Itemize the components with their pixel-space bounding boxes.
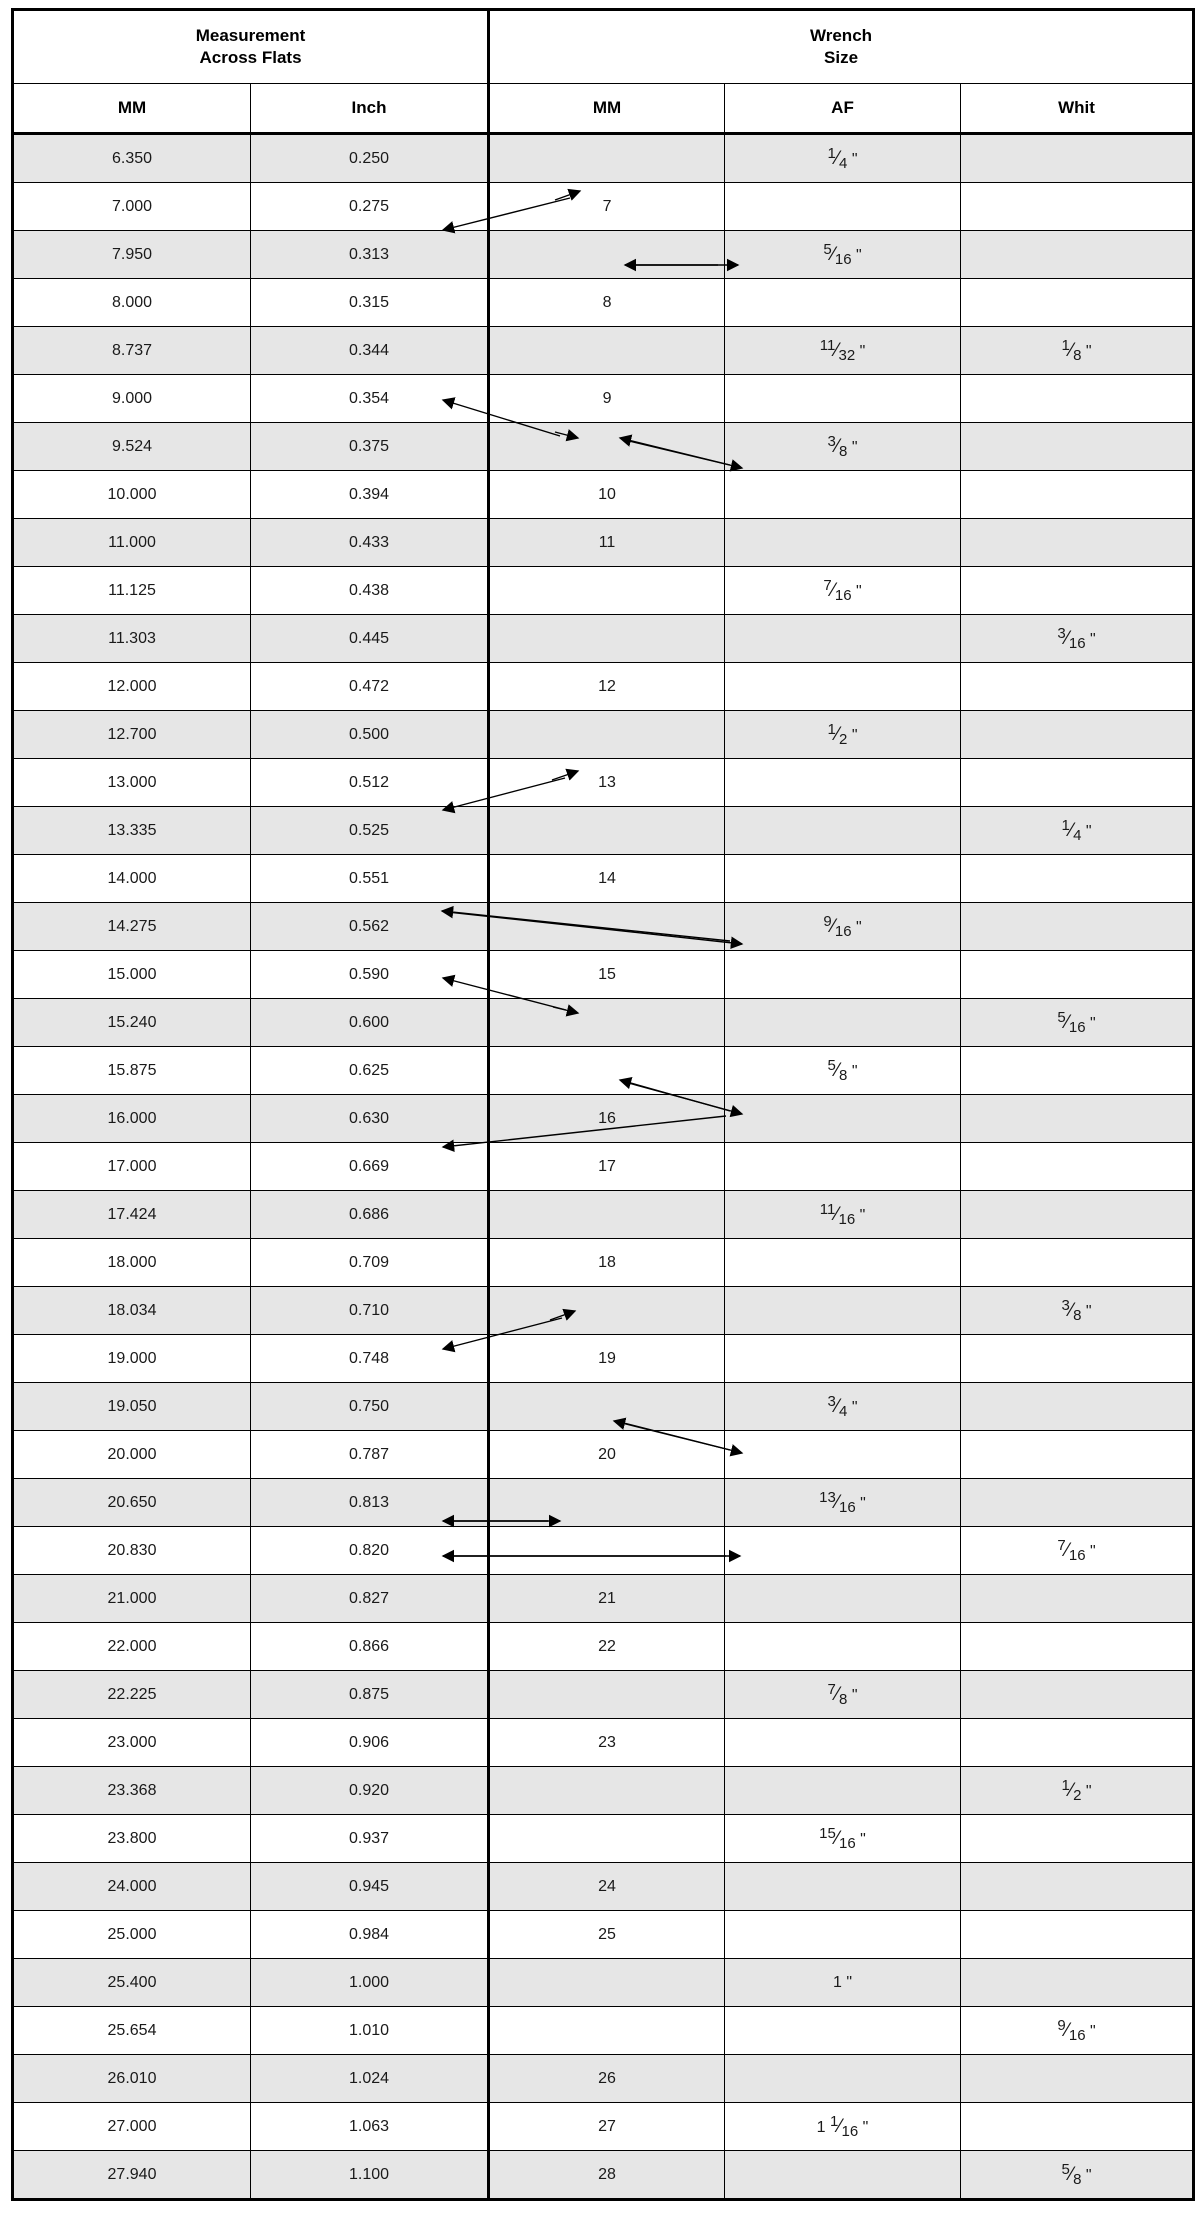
cell-wrench-whit <box>961 2055 1194 2103</box>
table-row <box>13 1623 1194 1671</box>
cell-wrench-mm <box>489 423 725 471</box>
cell-inch-across-flats: 0.906 <box>251 1719 489 1767</box>
cell-wrench-af <box>725 1863 961 1911</box>
cell-inch-across-flats: 0.866 <box>251 1623 489 1671</box>
cell-wrench-whit <box>961 1095 1194 1143</box>
cell-inch-across-flats: 0.354 <box>251 375 489 423</box>
cell-inch-across-flats: 1.063 <box>251 2103 489 2151</box>
cell-wrench-mm <box>489 1815 725 1863</box>
cell-wrench-whit <box>961 1191 1194 1239</box>
table-row <box>13 1239 1194 1287</box>
cell-wrench-mm: 19 <box>489 1335 725 1383</box>
table-row <box>13 1191 1194 1239</box>
cell-wrench-mm: 9 <box>489 375 725 423</box>
cell-wrench-mm <box>489 903 725 951</box>
cell-wrench-af <box>725 663 961 711</box>
cell-mm-across-flats: 25.400 <box>13 1959 251 2007</box>
column-header-whit: Whit <box>961 84 1194 134</box>
table-row <box>13 1959 1194 2007</box>
cell-mm-across-flats: 22.000 <box>13 1623 251 1671</box>
cell-mm-across-flats: 22.225 <box>13 1671 251 1719</box>
cell-inch-across-flats: 0.813 <box>251 1479 489 1527</box>
cell-wrench-mm: 10 <box>489 471 725 519</box>
cell-wrench-whit <box>961 1959 1194 2007</box>
cell-wrench-mm: 22 <box>489 1623 725 1671</box>
cell-wrench-whit <box>961 471 1194 519</box>
cell-wrench-mm <box>489 1959 725 2007</box>
cell-inch-across-flats: 1.024 <box>251 2055 489 2103</box>
column-header-mm-wrench: MM <box>489 84 725 134</box>
cell-wrench-whit: 1⁄4 " <box>961 807 1194 855</box>
cell-inch-across-flats: 0.820 <box>251 1527 489 1575</box>
cell-wrench-af <box>725 279 961 327</box>
table-row <box>13 231 1194 279</box>
cell-wrench-whit <box>961 2103 1194 2151</box>
cell-mm-across-flats: 17.424 <box>13 1191 251 1239</box>
cell-inch-across-flats: 0.375 <box>251 423 489 471</box>
table-row <box>13 471 1194 519</box>
cell-wrench-af <box>725 1623 961 1671</box>
cell-wrench-whit <box>961 231 1194 279</box>
cell-mm-across-flats: 15.875 <box>13 1047 251 1095</box>
cell-wrench-af: 13⁄16 " <box>725 1479 961 1527</box>
cell-wrench-af <box>725 1767 961 1815</box>
cell-wrench-af: 7⁄8 " <box>725 1671 961 1719</box>
table-row <box>13 2007 1194 2055</box>
cell-mm-across-flats: 12.000 <box>13 663 251 711</box>
cell-mm-across-flats: 11.303 <box>13 615 251 663</box>
cell-inch-across-flats: 0.445 <box>251 615 489 663</box>
table-row <box>13 855 1194 903</box>
table-row <box>13 663 1194 711</box>
cell-wrench-af <box>725 471 961 519</box>
cell-inch-across-flats: 0.394 <box>251 471 489 519</box>
cell-wrench-whit <box>961 903 1194 951</box>
cell-inch-across-flats: 0.937 <box>251 1815 489 1863</box>
table-row <box>13 1143 1194 1191</box>
cell-inch-across-flats: 0.686 <box>251 1191 489 1239</box>
table-group-header-row <box>13 10 1194 84</box>
cell-inch-across-flats: 0.875 <box>251 1671 489 1719</box>
cell-mm-across-flats: 14.275 <box>13 903 251 951</box>
cell-inch-across-flats: 0.984 <box>251 1911 489 1959</box>
cell-wrench-af <box>725 855 961 903</box>
cell-inch-across-flats: 1.010 <box>251 2007 489 2055</box>
table-row <box>13 999 1194 1047</box>
cell-wrench-mm: 11 <box>489 519 725 567</box>
column-header-af: AF <box>725 84 961 134</box>
table-row <box>13 327 1194 375</box>
table-row <box>13 951 1194 999</box>
cell-mm-across-flats: 11.000 <box>13 519 251 567</box>
cell-inch-across-flats: 0.827 <box>251 1575 489 1623</box>
table-row <box>13 807 1194 855</box>
cell-wrench-whit <box>961 855 1194 903</box>
cell-wrench-mm <box>489 1527 725 1575</box>
table-row <box>13 1575 1194 1623</box>
cell-mm-across-flats: 9.524 <box>13 423 251 471</box>
cell-wrench-af <box>725 2007 961 2055</box>
cell-wrench-af <box>725 519 961 567</box>
cell-inch-across-flats: 0.438 <box>251 567 489 615</box>
cell-wrench-whit: 7⁄16 " <box>961 1527 1194 1575</box>
cell-wrench-mm <box>489 1479 725 1527</box>
cell-mm-across-flats: 19.000 <box>13 1335 251 1383</box>
cell-inch-across-flats: 0.748 <box>251 1335 489 1383</box>
cell-mm-across-flats: 21.000 <box>13 1575 251 1623</box>
cell-mm-across-flats: 19.050 <box>13 1383 251 1431</box>
cell-inch-across-flats: 0.344 <box>251 327 489 375</box>
cell-wrench-af <box>725 1335 961 1383</box>
cell-wrench-whit <box>961 1911 1194 1959</box>
table-row <box>13 1767 1194 1815</box>
cell-wrench-af <box>725 1911 961 1959</box>
cell-wrench-whit <box>961 567 1194 615</box>
cell-inch-across-flats: 0.315 <box>251 279 489 327</box>
cell-mm-across-flats: 17.000 <box>13 1143 251 1191</box>
cell-wrench-mm <box>489 711 725 759</box>
cell-wrench-af: 9⁄16 " <box>725 903 961 951</box>
table-row <box>13 1095 1194 1143</box>
table-row <box>13 1815 1194 1863</box>
cell-wrench-mm <box>489 1671 725 1719</box>
cell-wrench-af <box>725 615 961 663</box>
cell-wrench-whit: 9⁄16 " <box>961 2007 1194 2055</box>
cell-wrench-mm <box>489 567 725 615</box>
cell-wrench-af <box>725 2055 961 2103</box>
cell-mm-across-flats: 16.000 <box>13 1095 251 1143</box>
cell-wrench-af <box>725 1719 961 1767</box>
cell-wrench-af <box>725 999 961 1047</box>
cell-wrench-af: 15⁄16 " <box>725 1815 961 1863</box>
cell-wrench-af: 1⁄2 " <box>725 711 961 759</box>
cell-wrench-mm: 17 <box>489 1143 725 1191</box>
table-column-header-row <box>13 84 1194 134</box>
cell-wrench-mm: 24 <box>489 1863 725 1911</box>
table-row <box>13 711 1194 759</box>
cell-mm-across-flats: 27.000 <box>13 2103 251 2151</box>
table-row <box>13 615 1194 663</box>
cell-wrench-mm: 15 <box>489 951 725 999</box>
cell-wrench-af <box>725 1431 961 1479</box>
cell-mm-across-flats: 23.800 <box>13 1815 251 1863</box>
cell-inch-across-flats: 0.709 <box>251 1239 489 1287</box>
cell-wrench-whit <box>961 1431 1194 1479</box>
cell-wrench-whit: 3⁄16 " <box>961 615 1194 663</box>
cell-wrench-af <box>725 375 961 423</box>
cell-inch-across-flats: 0.600 <box>251 999 489 1047</box>
table-row <box>13 134 1194 183</box>
cell-wrench-af: 3⁄4 " <box>725 1383 961 1431</box>
cell-mm-across-flats: 27.940 <box>13 2151 251 2200</box>
cell-wrench-whit <box>961 134 1194 183</box>
cell-inch-across-flats: 0.472 <box>251 663 489 711</box>
cell-inch-across-flats: 0.625 <box>251 1047 489 1095</box>
cell-wrench-af: 1 " <box>725 1959 961 2007</box>
cell-wrench-whit: 5⁄8 " <box>961 2151 1194 2200</box>
cell-wrench-whit <box>961 663 1194 711</box>
cell-wrench-whit: 5⁄16 " <box>961 999 1194 1047</box>
cell-wrench-af <box>725 1575 961 1623</box>
cell-wrench-mm <box>489 807 725 855</box>
cell-wrench-mm: 26 <box>489 2055 725 2103</box>
cell-wrench-mm: 16 <box>489 1095 725 1143</box>
cell-inch-across-flats: 0.787 <box>251 1431 489 1479</box>
cell-wrench-af <box>725 1095 961 1143</box>
table-row <box>13 2103 1194 2151</box>
cell-wrench-whit <box>961 1335 1194 1383</box>
cell-mm-across-flats: 10.000 <box>13 471 251 519</box>
cell-wrench-whit <box>961 1671 1194 1719</box>
cell-wrench-whit <box>961 1047 1194 1095</box>
cell-mm-across-flats: 15.000 <box>13 951 251 999</box>
cell-inch-across-flats: 0.590 <box>251 951 489 999</box>
column-header-inch-flats: Inch <box>251 84 489 134</box>
cell-wrench-mm: 21 <box>489 1575 725 1623</box>
cell-wrench-af: 5⁄8 " <box>725 1047 961 1095</box>
cell-mm-across-flats: 15.240 <box>13 999 251 1047</box>
cell-wrench-whit <box>961 1863 1194 1911</box>
cell-wrench-mm <box>489 231 725 279</box>
cell-wrench-mm <box>489 134 725 183</box>
cell-wrench-af <box>725 807 961 855</box>
cell-wrench-whit <box>961 759 1194 807</box>
cell-mm-across-flats: 20.830 <box>13 1527 251 1575</box>
cell-wrench-mm: 27 <box>489 2103 725 2151</box>
table-row <box>13 1047 1194 1095</box>
cell-wrench-whit <box>961 1239 1194 1287</box>
cell-wrench-af: 3⁄8 " <box>725 423 961 471</box>
cell-mm-across-flats: 25.654 <box>13 2007 251 2055</box>
cell-wrench-whit <box>961 1719 1194 1767</box>
cell-wrench-whit <box>961 375 1194 423</box>
cell-wrench-whit <box>961 423 1194 471</box>
cell-inch-across-flats: 1.100 <box>251 2151 489 2200</box>
cell-wrench-mm <box>489 1767 725 1815</box>
cell-inch-across-flats: 0.512 <box>251 759 489 807</box>
cell-wrench-mm: 20 <box>489 1431 725 1479</box>
cell-wrench-whit: 1⁄2 " <box>961 1767 1194 1815</box>
cell-mm-across-flats: 7.950 <box>13 231 251 279</box>
table-row <box>13 279 1194 327</box>
cell-inch-across-flats: 0.750 <box>251 1383 489 1431</box>
cell-wrench-af <box>725 759 961 807</box>
cell-mm-across-flats: 8.000 <box>13 279 251 327</box>
cell-mm-across-flats: 6.350 <box>13 134 251 183</box>
conversion-table <box>11 8 1195 2201</box>
cell-mm-across-flats: 12.700 <box>13 711 251 759</box>
cell-inch-across-flats: 0.313 <box>251 231 489 279</box>
group-header-measurement-line1: Measurement <box>195 26 306 45</box>
cell-wrench-af <box>725 1143 961 1191</box>
cell-mm-across-flats: 7.000 <box>13 183 251 231</box>
cell-wrench-whit <box>961 279 1194 327</box>
table-row <box>13 759 1194 807</box>
cell-wrench-mm: 13 <box>489 759 725 807</box>
table-row <box>13 2055 1194 2103</box>
cell-wrench-mm: 14 <box>489 855 725 903</box>
cell-wrench-af <box>725 951 961 999</box>
cell-mm-across-flats: 25.000 <box>13 1911 251 1959</box>
table-row <box>13 567 1194 615</box>
cell-mm-across-flats: 18.034 <box>13 1287 251 1335</box>
cell-wrench-af <box>725 1239 961 1287</box>
cell-wrench-af: 1⁄4 " <box>725 134 961 183</box>
table-row <box>13 1287 1194 1335</box>
cell-wrench-mm <box>489 1287 725 1335</box>
group-header-wrench-line2: Size <box>824 48 859 67</box>
table-row <box>13 1527 1194 1575</box>
wrench-size-conversion-page <box>0 8 1203 2224</box>
cell-wrench-mm <box>489 1047 725 1095</box>
cell-inch-across-flats: 0.525 <box>251 807 489 855</box>
cell-mm-across-flats: 20.000 <box>13 1431 251 1479</box>
cell-wrench-mm: 7 <box>489 183 725 231</box>
cell-inch-across-flats: 0.920 <box>251 1767 489 1815</box>
cell-wrench-mm: 25 <box>489 1911 725 1959</box>
cell-wrench-af <box>725 2151 961 2200</box>
cell-wrench-mm: 12 <box>489 663 725 711</box>
group-header-wrench-line1: Wrench <box>810 26 873 45</box>
cell-wrench-af <box>725 183 961 231</box>
cell-wrench-mm <box>489 2007 725 2055</box>
cell-wrench-whit <box>961 1623 1194 1671</box>
cell-wrench-whit <box>961 951 1194 999</box>
cell-mm-across-flats: 8.737 <box>13 327 251 375</box>
cell-wrench-mm: 28 <box>489 2151 725 2200</box>
cell-inch-across-flats: 0.433 <box>251 519 489 567</box>
group-header-measurement-line2: Across Flats <box>199 48 302 67</box>
cell-wrench-whit <box>961 1383 1194 1431</box>
cell-wrench-mm <box>489 615 725 663</box>
table-row <box>13 2151 1194 2200</box>
table-row <box>13 1863 1194 1911</box>
table-row <box>13 375 1194 423</box>
cell-wrench-whit <box>961 1815 1194 1863</box>
cell-wrench-mm: 8 <box>489 279 725 327</box>
cell-inch-across-flats: 0.710 <box>251 1287 489 1335</box>
cell-wrench-whit <box>961 519 1194 567</box>
cell-wrench-af <box>725 1527 961 1575</box>
cell-wrench-mm <box>489 1191 725 1239</box>
cell-wrench-mm: 23 <box>489 1719 725 1767</box>
table-row <box>13 423 1194 471</box>
table-body <box>13 134 1194 2200</box>
table-row <box>13 903 1194 951</box>
table-row <box>13 1671 1194 1719</box>
cell-inch-across-flats: 0.562 <box>251 903 489 951</box>
cell-inch-across-flats: 0.551 <box>251 855 489 903</box>
cell-mm-across-flats: 14.000 <box>13 855 251 903</box>
cell-mm-across-flats: 13.335 <box>13 807 251 855</box>
cell-wrench-whit: 3⁄8 " <box>961 1287 1194 1335</box>
table-row <box>13 183 1194 231</box>
cell-inch-across-flats: 0.945 <box>251 1863 489 1911</box>
cell-wrench-mm <box>489 999 725 1047</box>
cell-wrench-mm: 18 <box>489 1239 725 1287</box>
cell-inch-across-flats: 0.500 <box>251 711 489 759</box>
cell-mm-across-flats: 23.000 <box>13 1719 251 1767</box>
cell-wrench-af: 11⁄16 " <box>725 1191 961 1239</box>
cell-inch-across-flats: 0.669 <box>251 1143 489 1191</box>
table-row <box>13 1383 1194 1431</box>
cell-wrench-mm <box>489 1383 725 1431</box>
cell-mm-across-flats: 18.000 <box>13 1239 251 1287</box>
cell-wrench-af: 1 1⁄16 " <box>725 2103 961 2151</box>
cell-wrench-whit: 1⁄8 " <box>961 327 1194 375</box>
column-header-mm-flats: MM <box>13 84 251 134</box>
cell-mm-across-flats: 9.000 <box>13 375 251 423</box>
cell-wrench-af <box>725 1287 961 1335</box>
cell-inch-across-flats: 1.000 <box>251 1959 489 2007</box>
group-header-measurement <box>13 10 489 84</box>
table-row <box>13 519 1194 567</box>
table-row <box>13 1911 1194 1959</box>
cell-mm-across-flats: 11.125 <box>13 567 251 615</box>
cell-wrench-af: 7⁄16 " <box>725 567 961 615</box>
table-row <box>13 1431 1194 1479</box>
cell-wrench-whit <box>961 1479 1194 1527</box>
cell-inch-across-flats: 0.275 <box>251 183 489 231</box>
cell-wrench-af: 11⁄32 " <box>725 327 961 375</box>
cell-wrench-whit <box>961 711 1194 759</box>
table-row <box>13 1479 1194 1527</box>
cell-inch-across-flats: 0.630 <box>251 1095 489 1143</box>
cell-mm-across-flats: 13.000 <box>13 759 251 807</box>
table-row <box>13 1719 1194 1767</box>
group-header-wrench <box>489 10 1194 84</box>
cell-mm-across-flats: 23.368 <box>13 1767 251 1815</box>
cell-wrench-whit <box>961 1575 1194 1623</box>
cell-wrench-mm <box>489 327 725 375</box>
cell-wrench-whit <box>961 183 1194 231</box>
cell-inch-across-flats: 0.250 <box>251 134 489 183</box>
table-row <box>13 1335 1194 1383</box>
cell-mm-across-flats: 26.010 <box>13 2055 251 2103</box>
cell-mm-across-flats: 20.650 <box>13 1479 251 1527</box>
cell-wrench-whit <box>961 1143 1194 1191</box>
cell-mm-across-flats: 24.000 <box>13 1863 251 1911</box>
cell-wrench-af: 5⁄16 " <box>725 231 961 279</box>
